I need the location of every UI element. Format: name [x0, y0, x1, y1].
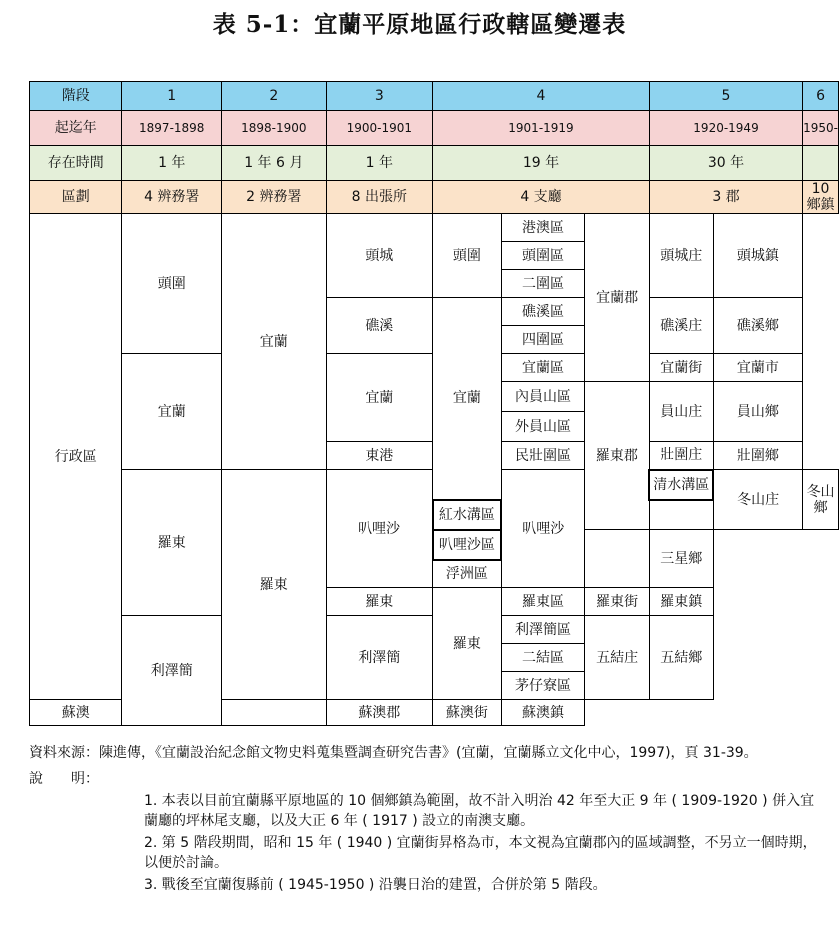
explain-item: 2. 第 5 階段期間，昭和 15 年 ( 1940 ) 宜蘭街昇格為市，本文視為宜蘭郡內的區域調整，不另立一個時期，以便於討論。: [144, 835, 817, 871]
source-text: 陳進傳，《宜蘭設治紀念館文物史料蒐集暨調查研究告書》(宜蘭，宜蘭縣立文化中心，1997)，頁 31-39。: [99, 745, 758, 761]
stage-cell: 6: [803, 82, 839, 111]
stage5-township: 蘇澳街: [433, 700, 502, 726]
stage4-district: 四圍區: [501, 326, 585, 354]
stage-row: [30, 82, 839, 111]
years-cell: 1950-: [803, 111, 839, 146]
table-row: [30, 214, 839, 242]
stage5-county: 羅東郡: [585, 382, 650, 530]
explain-item: 3. 戰後至宜蘭復縣前 ( 1945-1950 ) 沿襲日治的建置，合併於第 5 階段。: [144, 877, 607, 893]
division-row: [30, 181, 839, 214]
stage3-unit: 頭城: [326, 214, 433, 298]
duration-label: 存在時間: [30, 146, 122, 181]
stage5-township: 五結庄: [585, 616, 650, 700]
division-cell: 10 鄉鎮: [803, 181, 839, 214]
admin-district-table: [29, 81, 839, 726]
stage5-township-empty: [585, 530, 650, 588]
stage6-township: 羅東鎮: [649, 588, 713, 616]
stage6-township: 五結鄉: [649, 616, 713, 700]
stage5-township: 宜蘭街: [649, 354, 713, 382]
stage4-branch: 叭哩沙: [501, 470, 585, 588]
stage6-township: 壯圍鄉: [713, 442, 803, 470]
stage-label: 階段: [30, 82, 122, 111]
stage4-district: 二圍區: [501, 270, 585, 298]
stage5-township: 羅東街: [585, 588, 650, 616]
stage5-township: 頭城庄: [649, 214, 713, 298]
page-title: 表 5-1：宜蘭平原地區行政轄區變遷表: [212, 11, 627, 38]
stage5-township: 冬山庄: [713, 470, 803, 530]
source-label: 資料來源：: [29, 745, 99, 761]
stage4-district: 叭哩沙區: [433, 530, 502, 560]
stage3-unit: 利澤簡: [326, 616, 433, 700]
stage6-township: 宜蘭市: [713, 354, 803, 382]
duration-cell: [803, 146, 839, 181]
years-cell: 1920-1949: [649, 111, 802, 146]
explain-list: [29, 791, 819, 895]
stage1-unit: 頭圍: [122, 214, 222, 354]
stage4-district: 港澳區: [501, 214, 585, 242]
division-cell: 2 辨務署: [222, 181, 327, 214]
notes-section: [29, 743, 819, 897]
stage2-unit: 羅東: [222, 470, 327, 700]
stage3-unit: 礁溪: [326, 298, 433, 354]
stage5-county: 宜蘭郡: [585, 214, 650, 382]
division-cell: 4 支廳: [433, 181, 650, 214]
explain-item: 1. 本表以目前宜蘭縣平原地區的 10 個鄉鎮為範圍，故不計入明治 42 年至大正 9 年 ( 1909-1920 ) 併入宜蘭廳的坪林尾支廳，以及大正 6 年 ( 1917 ) 設立的南澳支廳。: [144, 793, 815, 829]
stage4-branch: 頭圍: [433, 214, 502, 298]
stage4-district: 宜蘭區: [501, 354, 585, 382]
division-label: 區劃: [30, 181, 122, 214]
stage3-unit: 羅東: [326, 588, 433, 616]
stage4-district: 羅東區: [501, 588, 585, 616]
duration-cell: 1 年: [122, 146, 222, 181]
duration-cell: 19 年: [433, 146, 650, 181]
stage4-district: 茅仔寮區: [501, 672, 585, 700]
stage5-township: 礁溪庄: [649, 298, 713, 354]
stage6-township: 礁溪鄉: [713, 298, 803, 354]
stage5-township: 壯圍庄: [649, 442, 713, 470]
duration-cell: 1 年: [326, 146, 433, 181]
stage4-district: 清水溝區: [649, 470, 713, 500]
stage4-district: 內員山區: [501, 382, 585, 412]
years-row: [30, 111, 839, 146]
stage4-district: 紅水溝區: [433, 500, 502, 530]
explain-label: 說 明：: [29, 771, 99, 787]
duration-row: [30, 146, 839, 181]
stage-cell: 3: [326, 82, 433, 111]
years-cell: 1898-1900: [222, 111, 327, 146]
years-label: 起迄年: [30, 111, 122, 146]
stage4-district: 利澤簡區: [501, 616, 585, 644]
stage-cell: 5: [649, 82, 802, 111]
stage5-county: 蘇澳郡: [326, 700, 433, 726]
stage4-district: 頭圍區: [501, 242, 585, 270]
stage4-district: 二結區: [501, 644, 585, 672]
stage6-township: 三星鄉: [649, 530, 713, 588]
years-cell: 1897-1898: [122, 111, 222, 146]
stage3-unit: 蘇澳: [30, 700, 122, 726]
division-cell: 3 郡: [649, 181, 802, 214]
stage4-district: 浮洲區: [433, 560, 502, 588]
stage6-township: 蘇澳鎮: [501, 700, 585, 726]
stage2-unit: 宜蘭: [222, 214, 327, 470]
years-cell: 1901-1919: [433, 111, 650, 146]
stage6-township: 冬山鄉: [803, 470, 839, 530]
stage3-unit: 宜蘭: [326, 354, 433, 442]
source-note: [29, 743, 819, 763]
row-label: 行政區: [30, 214, 122, 700]
duration-cell: 1 年 6 月: [222, 146, 327, 181]
stage1-unit: 羅東: [122, 470, 222, 616]
years-cell: 1900-1901: [326, 111, 433, 146]
stage4-district: 礁溪區: [501, 298, 585, 326]
stage4-district-empty: [222, 700, 327, 726]
stage4-district: 外員山區: [501, 412, 585, 442]
stage-cell: 4: [433, 82, 650, 111]
division-cell: 8 出張所: [326, 181, 433, 214]
stage4-branch: 羅東: [433, 588, 502, 700]
stage1-unit: 宜蘭: [122, 354, 222, 470]
stage1-unit: 利澤簡: [122, 616, 222, 726]
stage-cell: 2: [222, 82, 327, 111]
stage-cell: 1: [122, 82, 222, 111]
division-cell: 4 辨務署: [122, 181, 222, 214]
stage6-township: 員山鄉: [713, 382, 803, 442]
stage4-branch: 宜蘭: [433, 298, 502, 500]
stage3-unit: 叭哩沙: [326, 470, 433, 588]
duration-cell: 30 年: [649, 146, 802, 181]
stage4-district: 民壯圍區: [501, 442, 585, 470]
stage6-township: 頭城鎮: [713, 214, 803, 298]
stage5-township: 員山庄: [649, 382, 713, 442]
stage3-unit: 東港: [326, 442, 433, 470]
